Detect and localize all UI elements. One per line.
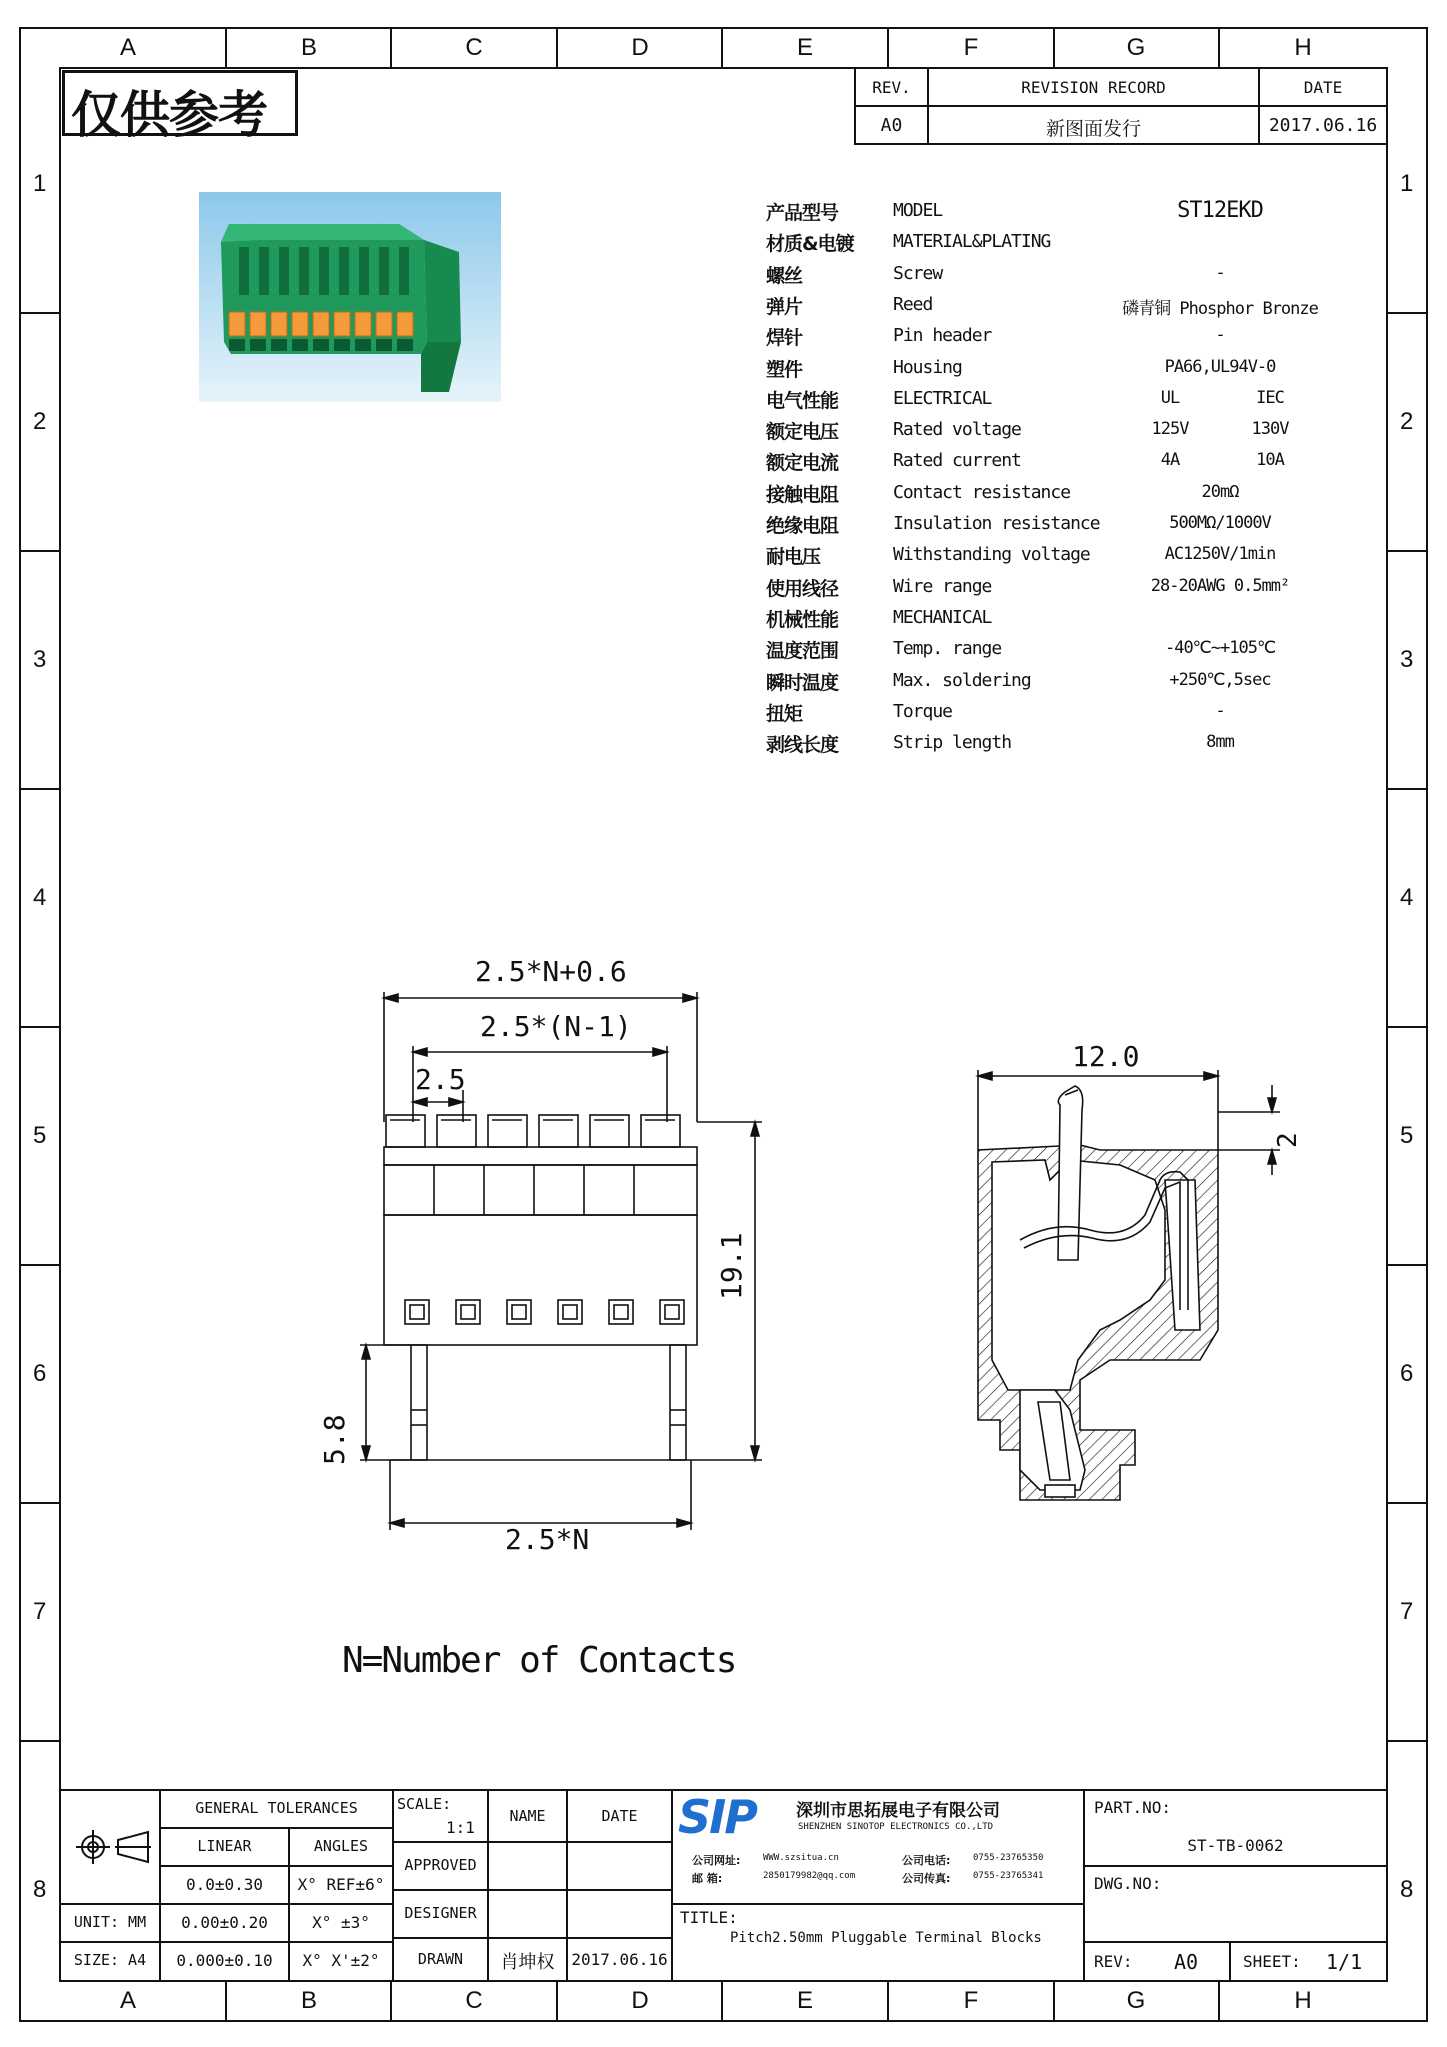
zone-row-3-right: 3 bbox=[1400, 646, 1414, 673]
spec-label-en: Wire range bbox=[893, 575, 992, 597]
revision-rev: A0 bbox=[880, 115, 903, 136]
approved-label: APPROVED bbox=[404, 1856, 477, 1874]
spec-label-en: Torque bbox=[893, 700, 953, 722]
tol-angles-1: X° REF±6° bbox=[297, 1875, 385, 1894]
dim-pin-length: 5.8 bbox=[318, 1414, 351, 1465]
revision-header-record: REVISION RECORD bbox=[1021, 78, 1166, 97]
date-header: DATE bbox=[601, 1807, 638, 1825]
zone-col-b-top: B bbox=[300, 34, 317, 61]
spec-label-cn: 接触电阻 bbox=[766, 483, 839, 506]
spec-label-en: MECHANICAL bbox=[893, 606, 992, 628]
zone-col-d-top: D bbox=[631, 34, 649, 61]
zone-col-e-top: E bbox=[796, 34, 813, 61]
drawn-date: 2017.06.16 bbox=[571, 1950, 668, 1969]
contacts-note: N=Number of Contacts bbox=[342, 1640, 736, 1681]
zone-row-5-left: 5 bbox=[33, 1122, 47, 1149]
drawing-title: Pitch2.50mm Pluggable Terminal Blocks bbox=[730, 1930, 1042, 1946]
company-logo: SIP bbox=[678, 1790, 756, 1844]
drawn-label: DRAWN bbox=[417, 1950, 464, 1968]
spec-label-cn: 产品型号 bbox=[766, 202, 839, 224]
zone-col-f-top: F bbox=[963, 34, 979, 61]
dim-total-height: 19.1 bbox=[715, 1232, 748, 1300]
zone-row-7-right: 7 bbox=[1400, 1598, 1414, 1625]
tol-angles-3: X° X'±2° bbox=[302, 1951, 380, 1970]
spec-label-en: Screw bbox=[893, 262, 943, 284]
spec-label-cn: 温度范围 bbox=[766, 640, 839, 663]
fax-value: 0755-23765341 bbox=[973, 1871, 1044, 1881]
tol-linear-1: 0.0±0.30 bbox=[185, 1875, 264, 1894]
spec-label-cn: 螺丝 bbox=[766, 264, 803, 287]
company-name-en: SHENZHEN SINOTOP ELECTRONICS CO.,LTD bbox=[798, 1822, 994, 1832]
zone-row-8-left: 8 bbox=[33, 1876, 47, 1903]
zone-col-b-bottom: B bbox=[300, 1987, 317, 2014]
spec-value-iec: 10A bbox=[1256, 450, 1284, 471]
spec-label-cn: 电气性能 bbox=[766, 389, 839, 412]
tel-value: 0755-23765350 bbox=[973, 1853, 1044, 1863]
drawn-name: 肖坤权 bbox=[500, 1952, 555, 1973]
part-no-label: PART.NO: bbox=[1094, 1798, 1172, 1817]
spec-label-cn: 扭矩 bbox=[766, 702, 803, 725]
zone-col-a-top: A bbox=[119, 34, 136, 61]
spec-label-cn: 额定电压 bbox=[766, 421, 839, 444]
zone-col-g-bottom: G bbox=[1126, 1987, 1146, 2014]
title-label: TITLE: bbox=[680, 1908, 738, 1927]
spec-label-cn: 塑件 bbox=[766, 358, 803, 381]
zone-row-6-right: 6 bbox=[1400, 1360, 1414, 1387]
revision-header-date: DATE bbox=[1303, 78, 1343, 97]
zone-row-1-left: 1 bbox=[33, 170, 47, 197]
spec-label-cn: 弹片 bbox=[766, 295, 803, 318]
zone-col-a-bottom: A bbox=[119, 1987, 136, 2014]
revision-date: 2017.06.16 bbox=[1268, 115, 1378, 136]
scale-label: SCALE: bbox=[397, 1795, 452, 1813]
spec-value: 磷青铜 Phosphor Bronze bbox=[1122, 298, 1318, 319]
spec-label-en: Withstanding voltage bbox=[893, 544, 1090, 566]
spec-label-en: Pin header bbox=[893, 325, 992, 347]
name-header: NAME bbox=[509, 1807, 546, 1825]
sheet-value: 1/1 bbox=[1326, 1950, 1363, 1974]
zone-row-1-right: 1 bbox=[1400, 170, 1414, 197]
spec-label-en: Max. soldering bbox=[893, 669, 1031, 691]
spec-value: AC1250V/1min bbox=[1164, 544, 1276, 565]
fax-label: 公司传真: bbox=[902, 1872, 951, 1885]
spec-value: 500MΩ/1000V bbox=[1169, 513, 1271, 533]
spec-value: +250℃,5sec bbox=[1169, 669, 1271, 690]
spec-label-en: Temp. range bbox=[893, 638, 1002, 660]
spec-label-en: Rated current bbox=[893, 450, 1021, 472]
zone-col-h-bottom: H bbox=[1294, 1987, 1312, 2014]
part-no-value: ST-TB-0062 bbox=[1187, 1836, 1284, 1855]
zone-row-7-left: 7 bbox=[33, 1598, 47, 1625]
spec-label-cn: 绝缘电阻 bbox=[766, 515, 839, 537]
zone-col-e-bottom: E bbox=[796, 1987, 813, 2014]
dim-pitch: 2.5 bbox=[415, 1063, 466, 1096]
zone-row-2-left: 2 bbox=[33, 408, 47, 435]
spec-label-en: Rated voltage bbox=[893, 419, 1021, 441]
web-label: 公司网址: bbox=[692, 1854, 741, 1867]
dwg-no-label: DWG.NO: bbox=[1094, 1874, 1162, 1893]
revision-record: 新图面发行 bbox=[1045, 118, 1141, 140]
spec-label-cn: 使用线径 bbox=[766, 577, 839, 600]
linear-header: LINEAR bbox=[197, 1837, 252, 1855]
dim-side-width: 12.0 bbox=[1072, 1040, 1140, 1073]
spec-value: 28-20AWG 0.5mm² bbox=[1150, 575, 1290, 596]
angles-header: ANGLES bbox=[313, 1837, 369, 1855]
zone-row-8-right: 8 bbox=[1400, 1876, 1414, 1903]
spec-value: PA66,UL94V-0 bbox=[1164, 356, 1276, 377]
revision-header-rev: REV. bbox=[872, 78, 911, 97]
spec-label-cn: 耐电压 bbox=[766, 546, 821, 569]
spec-value: 8mm bbox=[1206, 732, 1234, 753]
rev-label: REV: bbox=[1094, 1952, 1133, 1971]
spec-value: - bbox=[1215, 325, 1225, 346]
spec-value-ul: UL bbox=[1160, 387, 1180, 408]
spec-label-en: Housing bbox=[893, 356, 962, 378]
sheet-label: SHEET: bbox=[1243, 1952, 1301, 1971]
spec-value-iec: IEC bbox=[1256, 387, 1284, 408]
zone-row-4-left: 4 bbox=[33, 884, 47, 911]
zone-col-d-bottom: D bbox=[631, 1987, 649, 2014]
spec-value-iec: 130V bbox=[1251, 419, 1289, 440]
zone-row-5-right: 5 bbox=[1400, 1122, 1414, 1149]
spec-label-en: MATERIAL&PLATING bbox=[893, 231, 1051, 253]
spec-label-en: Contact resistance bbox=[893, 481, 1071, 503]
spec-label-en: Strip length bbox=[893, 732, 1012, 754]
zone-row-4-right: 4 bbox=[1400, 884, 1414, 911]
spec-value-ul: 125V bbox=[1151, 419, 1189, 440]
zone-col-c-top: C bbox=[465, 34, 483, 61]
tol-linear-2: 0.00±0.20 bbox=[181, 1913, 268, 1932]
reference-only-text: 仅供参考 bbox=[71, 86, 267, 144]
spec-label-cn: 额定电流 bbox=[766, 452, 839, 475]
general-tolerances: GENERAL TOLERANCES bbox=[195, 1799, 358, 1817]
tol-linear-3: 0.000±0.10 bbox=[176, 1951, 273, 1970]
scale-value: 1:1 bbox=[446, 1818, 475, 1837]
zone-row-6-left: 6 bbox=[33, 1360, 47, 1387]
dim-pin-span: 2.5*(N-1) bbox=[480, 1010, 632, 1043]
rev-value: A0 bbox=[1174, 1950, 1199, 1974]
zone-col-g-top: G bbox=[1126, 34, 1146, 61]
spec-label-cn: 剥线长度 bbox=[766, 734, 839, 757]
dim-side-top: 2 bbox=[1273, 1132, 1303, 1148]
unit-label: UNIT: MM bbox=[73, 1913, 147, 1931]
spec-label-en: Reed bbox=[893, 293, 933, 315]
spec-label-cn: 瞬时温度 bbox=[766, 671, 839, 694]
spec-label-cn: 材质&电镀 bbox=[766, 233, 854, 256]
mail-value: 2850179982@qq.com bbox=[763, 1871, 856, 1881]
zone-col-h-top: H bbox=[1294, 34, 1312, 61]
spec-label-en: MODEL bbox=[893, 200, 943, 221]
zone-col-c-bottom: C bbox=[465, 1987, 483, 2014]
tol-angles-2: X° ±3° bbox=[312, 1913, 370, 1932]
dim-overall-width: 2.5*N+0.6 bbox=[475, 955, 627, 988]
spec-value: - bbox=[1215, 262, 1225, 283]
spec-label-en: Insulation resistance bbox=[893, 513, 1100, 534]
spec-value-ul: 4A bbox=[1160, 450, 1180, 471]
zone-row-3-left: 3 bbox=[33, 646, 47, 673]
spec-label-en: ELECTRICAL bbox=[893, 387, 992, 409]
spec-value: ST12EKD bbox=[1177, 198, 1263, 223]
designer-label: DESIGNER bbox=[404, 1904, 477, 1922]
size-label: SIZE: A4 bbox=[73, 1951, 147, 1969]
zone-col-f-bottom: F bbox=[963, 1987, 979, 2014]
spec-label-cn: 机械性能 bbox=[766, 608, 839, 631]
company-name-cn: 深圳市思拓展电子有限公司 bbox=[796, 1801, 1000, 1821]
mail-label: 邮 箱: bbox=[692, 1872, 723, 1885]
dim-base-width: 2.5*N bbox=[505, 1523, 590, 1556]
spec-label-cn: 焊针 bbox=[766, 327, 803, 350]
projection-symbol bbox=[70, 1825, 156, 1869]
spec-value: -40℃~+105℃ bbox=[1164, 638, 1276, 659]
zone-row-2-right: 2 bbox=[1400, 408, 1414, 435]
web-value: WWW.szsitua.cn bbox=[763, 1853, 839, 1863]
spec-value: - bbox=[1215, 700, 1225, 721]
spec-value: 20mΩ bbox=[1201, 481, 1239, 502]
tel-label: 公司电话: bbox=[902, 1854, 951, 1867]
